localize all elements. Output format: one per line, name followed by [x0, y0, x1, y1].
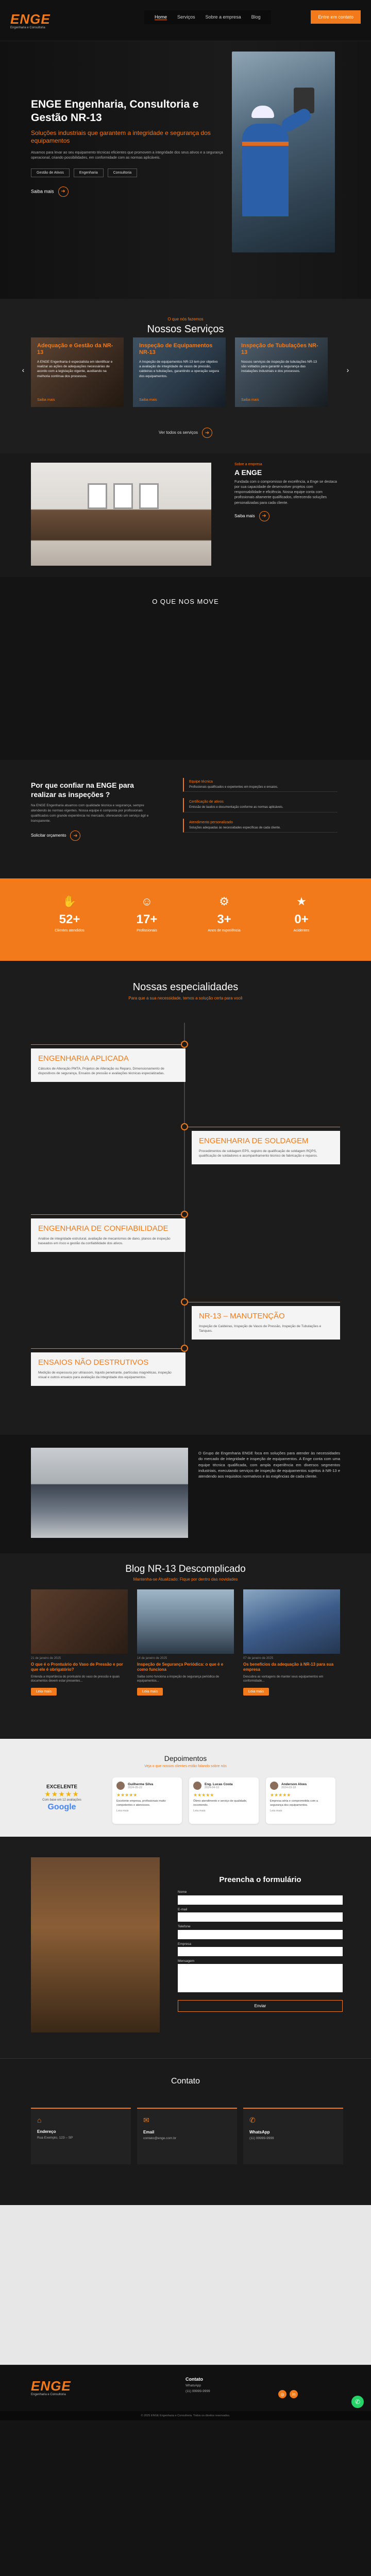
- team-text: O Grupo de Engenharia ENGE foca em soluções para atender às necessidades do mercado de integridade e inspeção de equipamentos. A Enge conta com uma equipe técnica qualificada, com ampla experiência em diversos segmentos industriais, executando serviços de inspeção de equipamentos sujeitos à NR-13 e atendendo aos requisitos normativos e às exigências de cada cliente.: [198, 1451, 340, 1479]
- stat-label: Acidentes: [293, 929, 310, 933]
- read-more-button[interactable]: Leia mais: [243, 1688, 269, 1696]
- service-more-link[interactable]: Saiba mais: [241, 398, 259, 402]
- rating-label: EXCELENTE: [46, 1784, 77, 1790]
- footer-contact-line: WhatsApp: [185, 2384, 201, 2387]
- quote-link[interactable]: Solicitar orçamento ➜: [31, 831, 155, 841]
- services-title: Nossos Serviços: [147, 324, 224, 335]
- form-title: Preencha o formulário: [219, 1875, 301, 1884]
- whatsapp-icon: ✆: [249, 2116, 256, 2124]
- specialties-title: Nossas especialidades: [132, 981, 239, 993]
- stat-label: Clientes atendidos: [55, 929, 85, 933]
- star-icon: ★★★★★: [193, 1792, 214, 1798]
- review-date: 2024-04-10: [205, 1786, 220, 1789]
- whatsapp-float-icon[interactable]: ✆: [351, 2396, 364, 2408]
- team-photo: [31, 1448, 188, 1538]
- timeline-dot: [181, 1123, 188, 1130]
- review-card: [112, 1777, 182, 1824]
- field-label: E-mail: [178, 1907, 188, 1911]
- wall-art: [139, 483, 159, 509]
- email-input[interactable]: [178, 1912, 343, 1922]
- footer-contact: [185, 2377, 210, 2393]
- why-item-text: Soluções adequadas às necessidades específicas de cada cliente.: [189, 826, 281, 829]
- arrow-right-icon: ➜: [202, 428, 212, 438]
- specialty-title: ENSAIOS NÃO DESTRUTIVOS: [38, 1358, 149, 1367]
- about-description: Fundada com o compromisso de excelência, a Enge se destaca por sua capacidade de desenvolver projetos com responsabilidade e eficiência. Nossa equipe conta com profissionais altamente qualificados, oferecendo soluções personalizadas para cada cliente.: [234, 480, 337, 505]
- submit-button[interactable]: Enviar: [178, 2000, 343, 2012]
- specialty-text: Procedimentos de soldagem EPS, registro de qualificação de soldagem RQPS, qualificação de soldadores e acompanhamento técnico de fabricação e reparos.: [199, 1149, 318, 1158]
- logo-word: ENGE: [31, 2378, 71, 2394]
- google-logo: Google: [47, 1803, 76, 1811]
- why-list: [183, 778, 338, 839]
- specialty-card: [31, 1218, 185, 1252]
- email-icon: ✉: [143, 2116, 149, 2124]
- contact-card-text: Rua Exemplo, 123 – SP: [37, 2136, 73, 2140]
- team-icon: ☺: [141, 895, 153, 908]
- logo-tagline: Engenharia e Consultoria: [10, 26, 45, 29]
- timeline-connector: [31, 1348, 181, 1349]
- hero-subtitle: Soluções industriais que garantem a integridade e segurança dos equipamentos: [31, 129, 211, 145]
- post-date: 21 de janeiro de 2025: [31, 1657, 61, 1660]
- post-title[interactable]: Inspeção de Segurança Periódica: o que é e como funciona: [137, 1662, 224, 1672]
- field-label: Nome: [178, 1890, 187, 1894]
- post-excerpt: Descubra as vantagens de manter seus equipamentos em conformidade...: [243, 1675, 324, 1683]
- hero-more-link[interactable]: Saiba mais ➜: [31, 187, 227, 197]
- wall-art: [113, 483, 133, 509]
- hero-photo: [232, 52, 335, 252]
- office-photo: [31, 463, 211, 566]
- map-area: [0, 2195, 371, 2365]
- stats-section: [0, 878, 371, 961]
- review-date: 2024-05-22: [128, 1786, 143, 1789]
- all-services-link[interactable]: Ver todos os serviços ➜: [0, 428, 371, 438]
- testimonials-title: Depoimentos: [164, 1754, 207, 1762]
- specialty-title: ENGENHARIA APLICADA: [38, 1054, 129, 1063]
- review-card: [189, 1777, 259, 1824]
- company-input[interactable]: [178, 1947, 343, 1956]
- about-section: [0, 453, 371, 577]
- stat-number: 52+: [59, 912, 80, 926]
- rating-count: Com base em 12 avaliações: [42, 1799, 81, 1802]
- hero-tag: Gestão de Ativos: [31, 168, 70, 177]
- blog-title: Blog NR-13 Descomplicado: [125, 1564, 246, 1574]
- review-text: Ótimo atendimento e serviço de qualidade, recomendo.: [193, 1800, 247, 1807]
- timeline-connector: [31, 1214, 181, 1215]
- instagram-icon[interactable]: ◎: [278, 2390, 286, 2398]
- warehouse-photo: [31, 1857, 160, 2032]
- timeline-dot: [181, 1345, 188, 1352]
- read-more-button[interactable]: Leia mais: [137, 1688, 163, 1696]
- specialty-title: NR-13 – MANUTENÇÃO: [199, 1312, 285, 1320]
- name-input[interactable]: [178, 1895, 343, 1905]
- hero-title: ENGE Engenharia, Consultoria e Gestão NR-13: [31, 98, 199, 124]
- contact-card-text: contato@enge.com.br: [143, 2137, 177, 2140]
- footer-contact-line[interactable]: (11) 99999-9999: [185, 2389, 210, 2393]
- service-more-link[interactable]: Saiba mais: [139, 398, 157, 402]
- stat-item: [49, 895, 90, 961]
- review-more-link[interactable]: Leia mais: [116, 1809, 129, 1813]
- nav-sobre[interactable]: Sobre a empresa: [205, 14, 241, 20]
- contact-title: Contato: [171, 2077, 200, 2086]
- stat-label: Profissionais: [137, 929, 157, 933]
- post-excerpt: Entenda a importância do prontuário do vaso de pressão e quais documentos devem estar presentes...: [31, 1675, 120, 1683]
- specialty-title: ENGENHARIA DE CONFIABILIDADE: [38, 1224, 168, 1233]
- timeline-dot: [181, 1298, 188, 1306]
- site-footer: [0, 2365, 371, 2420]
- service-title: Inspeção de Equipamentos NR-13: [139, 343, 213, 355]
- post-image[interactable]: [243, 1589, 340, 1654]
- service-title: Adequação e Gestão da NR-13: [37, 343, 113, 355]
- wall-art: [88, 483, 107, 509]
- worker-stripe: [242, 142, 289, 146]
- hero-tag: Consultoria: [108, 168, 137, 177]
- contact-card-address[interactable]: [31, 2108, 131, 2164]
- contact-card-email[interactable]: [137, 2108, 237, 2164]
- why-item-title: Atendimento personalizado: [189, 820, 233, 824]
- contact-card-title: Endereço: [37, 2129, 56, 2134]
- why-item: [183, 778, 338, 792]
- why-item-title: Certificação de ativos: [189, 800, 224, 804]
- specialty-title: ENGENHARIA DE SOLDAGEM: [199, 1137, 309, 1145]
- footer-contact-title: Contato: [185, 2377, 203, 2382]
- copyright: © 2025 ENGE Engenharia e Consultoria. Todos os direitos reservados.: [0, 2411, 371, 2420]
- blog-list: [31, 1589, 340, 1696]
- contact-card-title: WhatsApp: [249, 2130, 270, 2134]
- timeline-dot: [181, 1211, 188, 1218]
- post-excerpt: Saiba como funciona a inspeção de segurança periódica de equipamentos...: [137, 1675, 220, 1683]
- review-more-link[interactable]: Leia mais: [193, 1809, 206, 1813]
- arrow-right-icon: ➜: [58, 187, 69, 197]
- why-title: Por que confiar na ENGE para realizar as inspeções ?: [31, 781, 134, 799]
- post-image[interactable]: [137, 1589, 234, 1654]
- field-label: Empresa: [178, 1942, 192, 1946]
- service-more-link[interactable]: Saiba mais: [37, 398, 55, 402]
- award-icon: ★: [296, 895, 307, 908]
- star-icon: ★★★★★: [116, 1792, 138, 1798]
- service-card[interactable]: [31, 337, 124, 407]
- hero-text: [31, 98, 227, 197]
- about-eyebrow: Sobre a empresa: [234, 463, 262, 466]
- nav-servicos[interactable]: Serviços: [177, 14, 195, 20]
- blog-subtitle: Mantenha-se Atualizado: Fique por dentro das novidades: [133, 1577, 238, 1582]
- contact-form: [178, 1875, 343, 2012]
- social-links: [278, 2390, 298, 2398]
- logo[interactable]: [10, 11, 67, 29]
- timeline-connector: [31, 1044, 181, 1045]
- why-section: [0, 760, 371, 878]
- contact-card-text: (11) 99999-9999: [249, 2137, 274, 2140]
- service-text: Nossos serviços de inspeção de tubulações NR-13 são voltados para garantir a segurança das instalações industriais e dos processos.: [241, 360, 317, 374]
- blog-post[interactable]: [31, 1589, 128, 1696]
- service-text: A Inspeção de equipamentos NR-13 tem por objetivo a avaliação de integridade de vasos de pressão, caldeiras e tubulações, garantindo a operação segura dos equipamentos.: [139, 360, 220, 378]
- specialty-text: Medição de espessura por ultrassom, líquido penetrante, partículas magnéticas, inspeção visual e outros ensaios para avaliação da integridade dos equipamentos.: [38, 1370, 172, 1379]
- arrow-right-icon: ➜: [70, 831, 80, 841]
- handshake-icon: ✋: [62, 895, 77, 908]
- location-icon: ⌂: [37, 2116, 42, 2124]
- read-more-button[interactable]: Leia mais: [31, 1688, 57, 1696]
- reviewer-name: Anderson Alves: [281, 1782, 307, 1786]
- reviewer-name: Eng. Lucas Costa: [205, 1782, 233, 1786]
- service-title: Inspeção de Tubulações NR-13: [241, 343, 318, 355]
- contact-section: [0, 2058, 371, 2195]
- team-section: [0, 1435, 371, 1553]
- why-item-text: Emissão de laudos e documentação conforme as normas aplicáveis.: [189, 806, 283, 809]
- stat-item: [281, 895, 322, 961]
- gear-icon: ⚙: [219, 895, 229, 908]
- why-text: Na ENGE Engenharia atuamos com qualidade técnica e segurança, sempre atendendo às normas vigentes. Nossa equipe é composta por profissionais qualificados com grande experiência no mercado, oferecendo um serviço ágil e transparente.: [31, 804, 149, 823]
- about-title: A ENGE: [234, 468, 262, 477]
- review-more-link[interactable]: Leia mais: [270, 1809, 282, 1813]
- why-item: [183, 798, 338, 812]
- blog-post[interactable]: [243, 1589, 340, 1696]
- contact-cards: [31, 2108, 343, 2164]
- nav-blog[interactable]: Blog: [251, 14, 261, 20]
- hero-tags: [31, 168, 227, 177]
- review-date: 2024-03-18: [281, 1786, 296, 1789]
- why-intro: [31, 781, 155, 841]
- contact-card-title: Email: [143, 2130, 155, 2134]
- testimonials-section: [0, 1739, 371, 1837]
- star-icon: ★★★★★: [44, 1790, 79, 1798]
- specialty-card: [192, 1131, 340, 1164]
- contact-card-whatsapp[interactable]: [243, 2108, 343, 2164]
- blog-post[interactable]: [137, 1589, 234, 1696]
- values-title: O QUE NOS MOVE: [152, 598, 219, 605]
- stat-number: 17+: [136, 912, 158, 926]
- post-date: 07 de janeiro de 2025: [243, 1657, 274, 1660]
- timeline-dot: [181, 1041, 188, 1048]
- blog-section: [0, 1553, 371, 1739]
- message-input[interactable]: [178, 1964, 343, 1992]
- avatar: [270, 1782, 278, 1790]
- form-section: [0, 1837, 371, 2058]
- field-label: Mensagem: [178, 1959, 195, 1963]
- carousel-prev-icon[interactable]: ‹: [22, 366, 25, 374]
- about-text: [234, 463, 338, 521]
- carousel-next-icon[interactable]: ›: [346, 366, 349, 374]
- avatar: [193, 1782, 201, 1790]
- hero-description: Atuamos para levar ao seu equipamento técnicas eficientes que promovem a integridade dos seus ativos e a segurança operacional, criando possibilidades, em conformidade com as normas aplicáveis.: [31, 150, 223, 160]
- service-card[interactable]: [133, 337, 226, 407]
- stat-number: 0+: [294, 912, 309, 926]
- hero-tag: Engenharia: [74, 168, 104, 177]
- stat-number: 3+: [217, 912, 231, 926]
- phone-input[interactable]: [178, 1930, 343, 1939]
- post-title[interactable]: Os benefícios da adequação à NR-13 para sua empresa: [243, 1662, 334, 1672]
- star-icon: ★★★★★: [270, 1792, 291, 1798]
- post-title[interactable]: O que é o Prontuário do Vaso de Pressão e por que ele é obrigatório?: [31, 1662, 123, 1672]
- specialties-subtitle: Para que a sua necessidade, temos a solução certa para você: [128, 996, 243, 1001]
- post-image[interactable]: [31, 1589, 128, 1654]
- specialties-section: [0, 961, 371, 1435]
- avatar: [116, 1782, 125, 1790]
- divider: [0, 2195, 371, 2205]
- main-nav: [144, 10, 271, 24]
- services-eyebrow: O que nós fazemos: [167, 317, 204, 321]
- google-rating-badge[interactable]: [31, 1784, 93, 1812]
- services-section: [0, 299, 371, 453]
- specialty-card: [31, 1352, 185, 1386]
- worker-helmet: [251, 106, 274, 118]
- why-item-text: Profissionais qualificados e experientes em inspeções e ensaios.: [189, 786, 278, 789]
- about-more-link[interactable]: Saiba mais ➜: [234, 511, 338, 521]
- arrow-right-icon: ➜: [259, 511, 269, 521]
- values-section: [0, 577, 371, 760]
- specialty-card: [192, 1306, 340, 1340]
- review-text: Empresa séria e comprometida com a segurança dos equipamentos.: [270, 1800, 318, 1807]
- review-text: Excelente empresa, profissionais muito competentes e atenciosos.: [116, 1800, 166, 1807]
- field-label: Telefone: [178, 1925, 191, 1928]
- nav-home[interactable]: Home: [155, 14, 167, 20]
- specialty-text: Cálculos de Alteração PMTA, Projetos de Alteração ou Reparo, Dimensionamento de dispositivos de segurança, Ensaios de pressão e avaliações técnicas especializadas.: [38, 1066, 165, 1075]
- logo-word: ENGE: [10, 11, 50, 27]
- review-card: [266, 1777, 335, 1824]
- contact-cta-button[interactable]: Entre em contato: [311, 10, 361, 24]
- specialty-text: Análise de integridade estrutural, avaliação de mecanismos de dano, planos de inspeção baseados em risco e gestão da confiabilidade dos ativos.: [38, 1236, 171, 1245]
- specialty-card: [31, 1048, 185, 1082]
- reviewer-name: Guilherme Silva: [128, 1782, 154, 1786]
- services-carousel: [31, 337, 328, 407]
- specialty-text: Inspeção de Caldeiras, Inspeção de Vasos de Pressão, Inspeção de Tubulações e Tanques.: [199, 1324, 322, 1333]
- reviews-carousel: [112, 1777, 335, 1824]
- why-item-title: Equipe técnica: [189, 780, 213, 784]
- service-text: A ENGE Engenharia é especialista em identificar e realizar as ações de adequações necessárias de acordo com a legislação vigente, auxiliando na melhoria contínua dos processos.: [37, 360, 113, 378]
- logo-tagline: Engenharia e Consultoria: [31, 2393, 66, 2396]
- stat-label: Anos de experiência: [208, 929, 241, 933]
- testimonials-subtitle: Veja o que nossos clientes estão falando sobre nós: [144, 1765, 227, 1768]
- stat-item: [126, 895, 167, 961]
- hero-section: [0, 41, 371, 299]
- stat-item: [204, 895, 245, 961]
- service-card[interactable]: [235, 337, 328, 407]
- post-date: 14 de janeiro de 2025: [137, 1657, 167, 1660]
- site-header: [0, 0, 371, 41]
- worker-body: [242, 124, 289, 216]
- linkedin-icon[interactable]: in: [290, 2390, 298, 2398]
- why-item: [183, 819, 338, 833]
- footer-logo[interactable]: [31, 2378, 88, 2396]
